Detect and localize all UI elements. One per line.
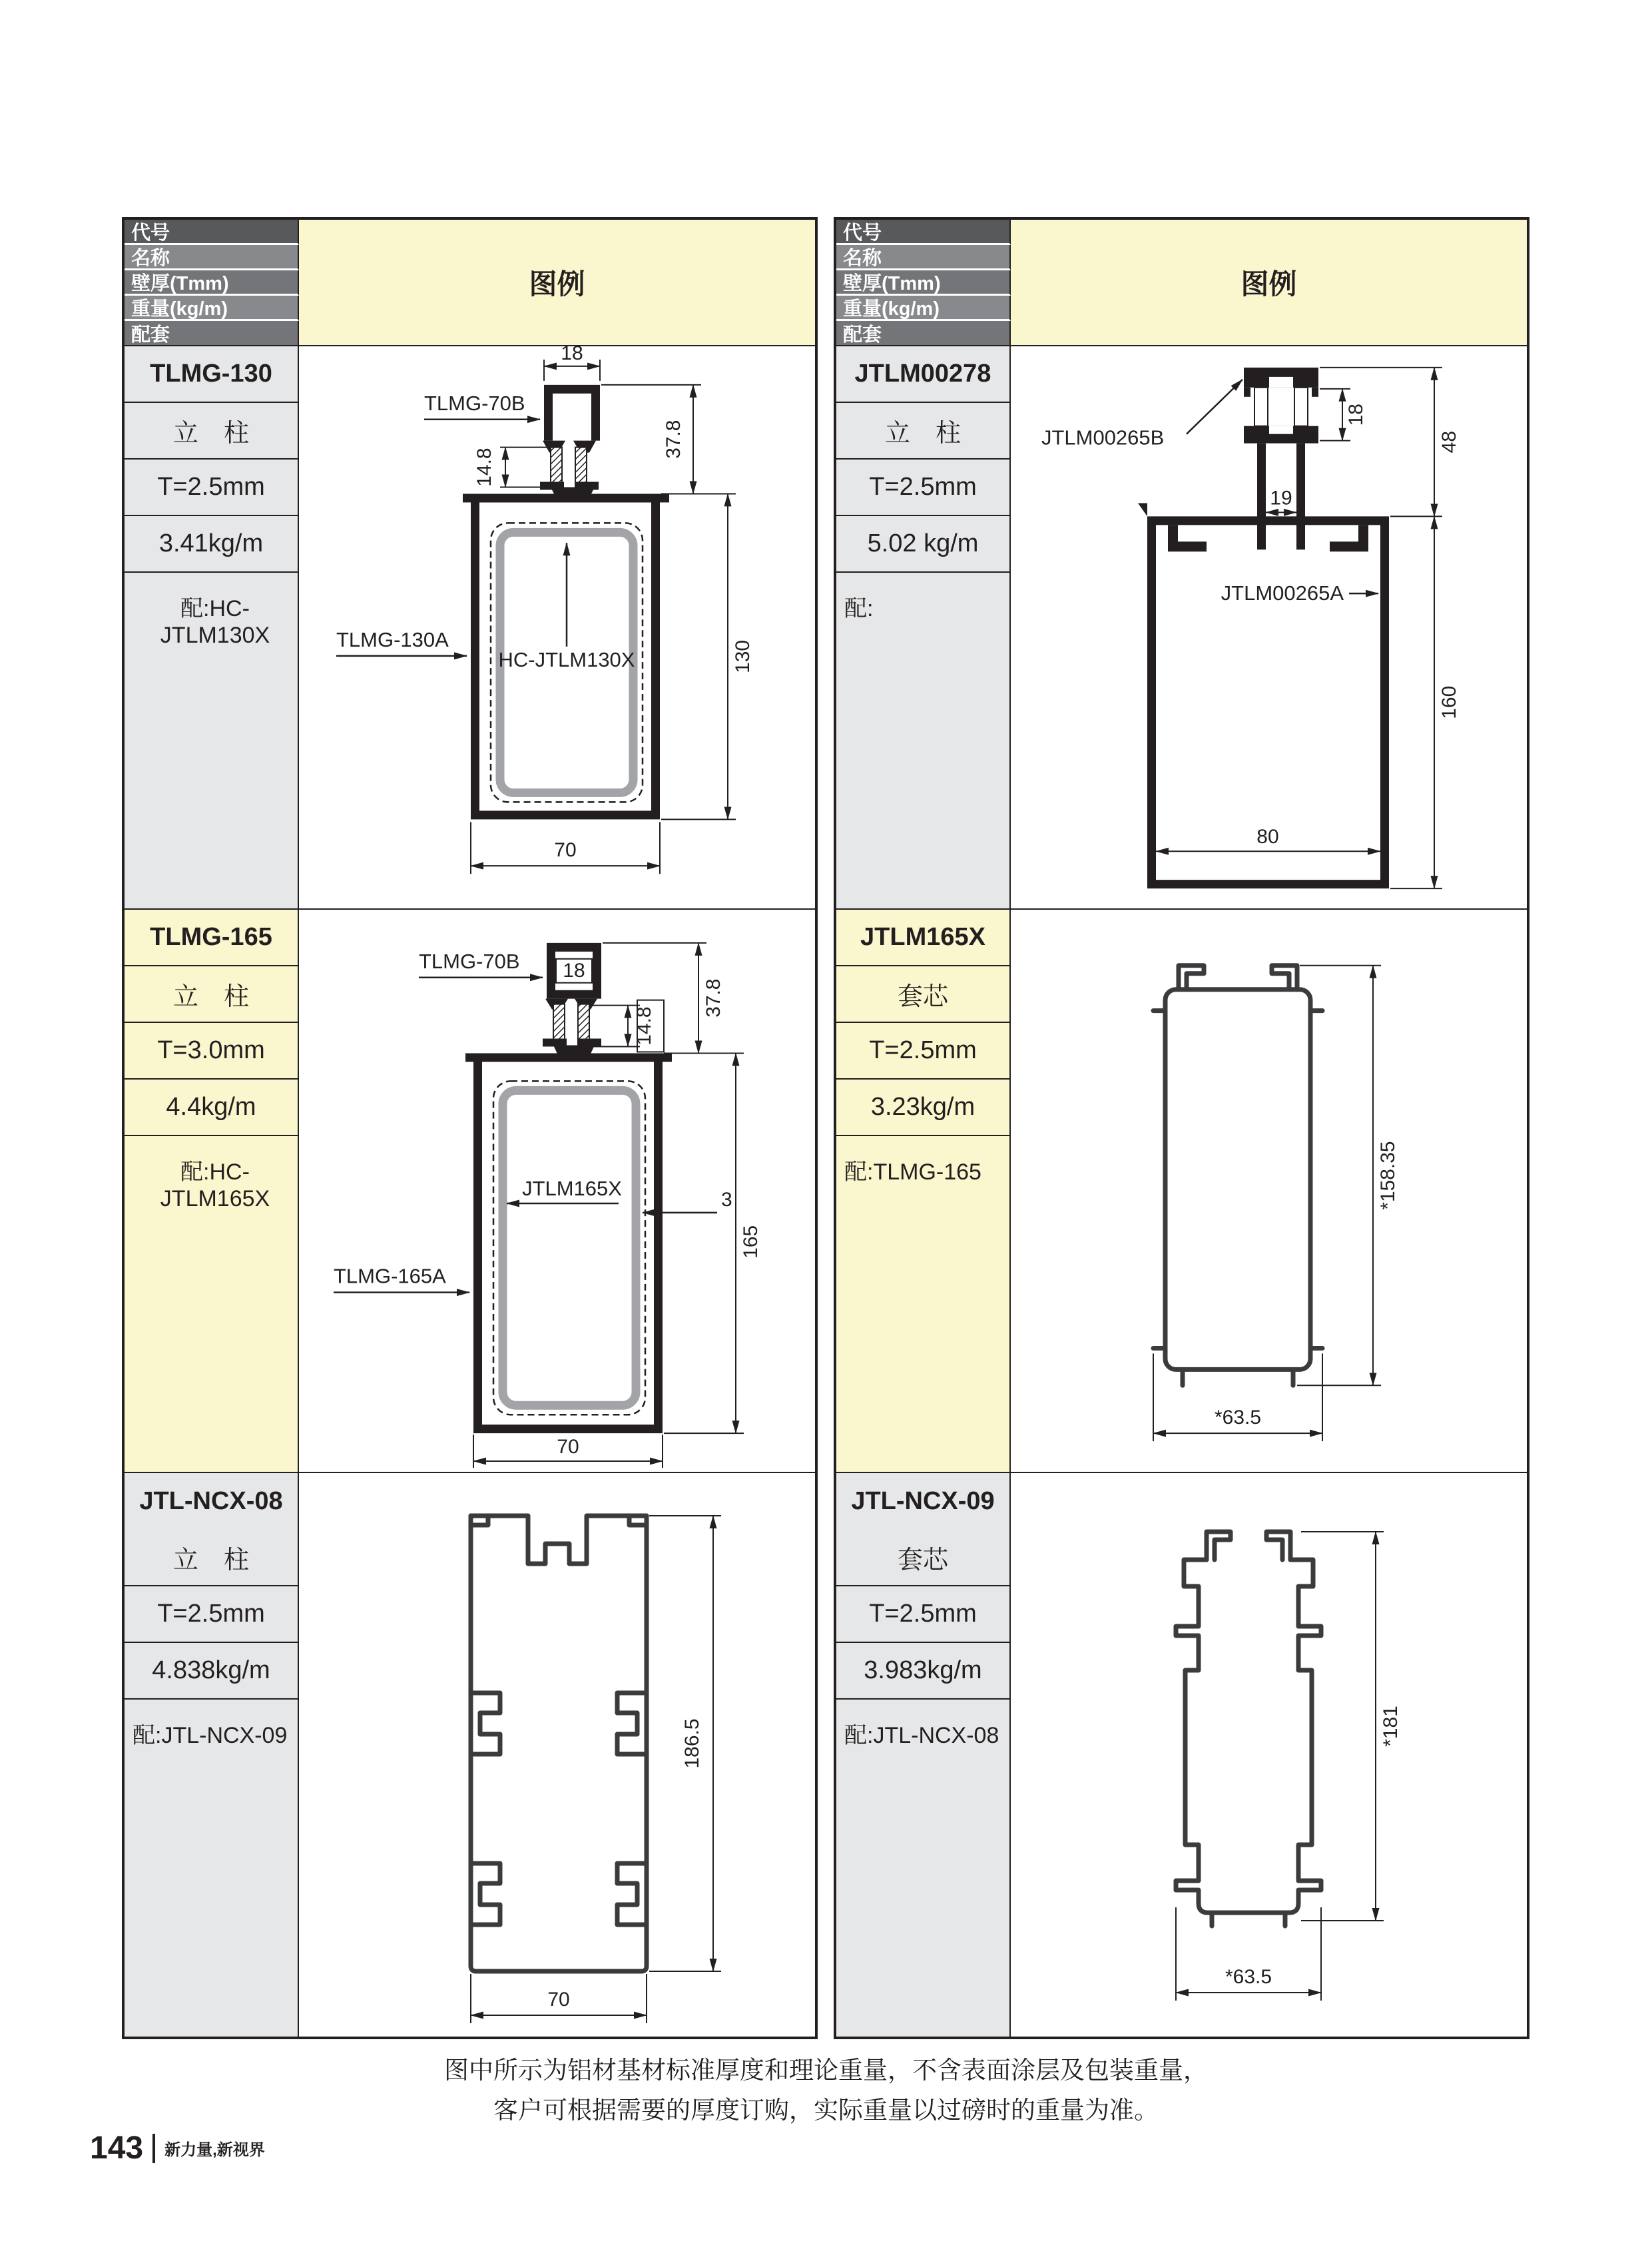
dim-cap: 18 xyxy=(1344,404,1368,426)
product-thickness: T=3.0mm xyxy=(125,1023,299,1080)
dim-width: 70 xyxy=(554,839,577,862)
drawing-jtl-ncx-09 xyxy=(1011,1473,1527,2037)
dim-connector: 14.8 xyxy=(473,448,496,487)
profile-jtlm00278 xyxy=(1138,368,1389,888)
product-name: 立 柱 xyxy=(836,403,1011,460)
dimensions xyxy=(471,1516,721,2023)
product-weight: 4.838kg/m xyxy=(125,1643,299,1700)
profile-jtlm165x xyxy=(1153,966,1322,1386)
dim-height: 165 xyxy=(739,1225,762,1259)
legend-header: 图例 xyxy=(299,220,815,346)
product-pairing: 配: xyxy=(836,573,1011,910)
label-cap: JTLM00265B xyxy=(1041,426,1165,450)
dim-stem: 19 xyxy=(1270,487,1292,509)
leader-labels xyxy=(1041,380,1378,605)
product-table-right xyxy=(834,217,1529,2039)
product-code: JTL-NCX-08 xyxy=(125,1473,299,1530)
product-name: 立 柱 xyxy=(125,403,299,460)
dimensions xyxy=(473,943,762,1468)
label-cap: TLMG-70B xyxy=(424,391,525,415)
product-code: JTLM165X xyxy=(836,910,1011,966)
product-code: JTLM00278 xyxy=(836,346,1011,403)
note-line-2: 客户可根据需要的厚度订购，实际重量以过磅时的重量为准。 xyxy=(493,2096,1159,2124)
header-pairing: 配套 xyxy=(125,321,299,346)
drawing-tlmg-130 xyxy=(299,346,815,910)
product-thickness: T=2.5mm xyxy=(836,460,1011,516)
header-code: 代号 xyxy=(125,220,299,245)
product-code: TLMG-130 xyxy=(125,346,299,403)
dim-cap-height: 37.8 xyxy=(662,420,685,459)
product-code: JTL-NCX-09 xyxy=(836,1473,1011,1530)
header-code: 代号 xyxy=(836,220,1011,245)
label-body: JTLM00265A xyxy=(1221,581,1344,605)
dim-width: 70 xyxy=(547,1989,570,2011)
product-weight: 4.4kg/m xyxy=(125,1080,299,1136)
dimensions xyxy=(1176,1532,1402,2001)
profile-jtl-ncx-09 xyxy=(1176,1532,1321,1926)
dim-width: 70 xyxy=(557,1436,579,1458)
dim-height: 160 xyxy=(1438,685,1461,719)
label-insert: HC-JTLM130X xyxy=(498,647,635,671)
product-name: 立 柱 xyxy=(125,1530,299,1586)
header-thickness: 壁厚(Tmm) xyxy=(836,270,1011,296)
product-pairing: 配:JTL-NCX-08 xyxy=(836,1700,1011,2037)
product-weight: 3.23kg/m xyxy=(836,1080,1011,1136)
product-thickness: T=2.5mm xyxy=(125,460,299,516)
dim-connector: 14.8 xyxy=(633,1006,656,1046)
drawing-jtlm165x xyxy=(1011,910,1527,1473)
dim-cap-height: 37.8 xyxy=(702,978,725,1018)
dim-width: *63.5 xyxy=(1214,1407,1262,1429)
product-pairing: 配:HC-JTLM130X xyxy=(125,573,299,910)
dim-height: 186.5 xyxy=(681,1718,703,1769)
product-thickness: T=2.5mm xyxy=(836,1586,1011,1643)
label-body: TLMG-165A xyxy=(334,1264,446,1288)
dim-cap-width: 18 xyxy=(563,959,585,982)
header-thickness: 壁厚(Tmm) xyxy=(125,270,299,296)
dim-height: *181 xyxy=(1380,1706,1402,1747)
dim-wall: 3 xyxy=(721,1188,732,1211)
footer-slogan: 新力量,新视界 xyxy=(164,2141,265,2159)
profile-jtl-ncx-08 xyxy=(471,1516,647,1971)
product-weight: 3.983kg/m xyxy=(836,1643,1011,1700)
product-pairing: 配:JTL-NCX-09 xyxy=(125,1700,299,2037)
product-name: 立 柱 xyxy=(125,966,299,1023)
dimensions xyxy=(1156,368,1460,888)
legend-header: 图例 xyxy=(1011,220,1527,346)
dim-width: 80 xyxy=(1256,826,1279,848)
product-thickness: T=2.5mm xyxy=(836,1023,1011,1080)
label-insert: JTLM165X xyxy=(522,1177,622,1200)
dim-height: *158.35 xyxy=(1376,1141,1400,1210)
label-cap: TLMG-70B xyxy=(419,949,520,973)
header-weight: 重量(kg/m) xyxy=(836,296,1011,321)
product-code: TLMG-165 xyxy=(125,910,299,966)
dim-width: *63.5 xyxy=(1225,1966,1272,1988)
label-body: TLMG-130A xyxy=(336,627,449,651)
dim-cap-width: 18 xyxy=(561,346,583,364)
page-footer xyxy=(90,2130,265,2166)
product-thickness: T=2.5mm xyxy=(125,1586,299,1643)
drawing-jtl-ncx-08 xyxy=(299,1473,815,2037)
header-weight: 重量(kg/m) xyxy=(125,296,299,321)
product-pairing: 配:TLMG-165 xyxy=(836,1136,1011,1473)
dim-height: 130 xyxy=(731,639,754,673)
header-pairing: 配套 xyxy=(836,321,1011,346)
drawing-tlmg-165 xyxy=(299,910,815,1473)
page-number: 143 xyxy=(90,2130,144,2166)
dim-top: 48 xyxy=(1438,431,1461,454)
drawing-jtlm00278 xyxy=(1011,346,1527,910)
product-table-left xyxy=(122,217,818,2039)
product-name: 套芯 xyxy=(836,966,1011,1023)
product-pairing: 配:HC-JTLM165X xyxy=(125,1136,299,1473)
footer-divider xyxy=(152,2134,155,2163)
header-name: 名称 xyxy=(125,245,299,270)
product-weight: 3.41kg/m xyxy=(125,516,299,573)
header-name: 名称 xyxy=(836,245,1011,270)
product-weight: 5.02 kg/m xyxy=(836,516,1011,573)
product-name: 套芯 xyxy=(836,1530,1011,1586)
note-line-1: 图中所示为铝材基材标准厚度和理论重量，不含表面涂层及包装重量， xyxy=(444,2057,1208,2084)
